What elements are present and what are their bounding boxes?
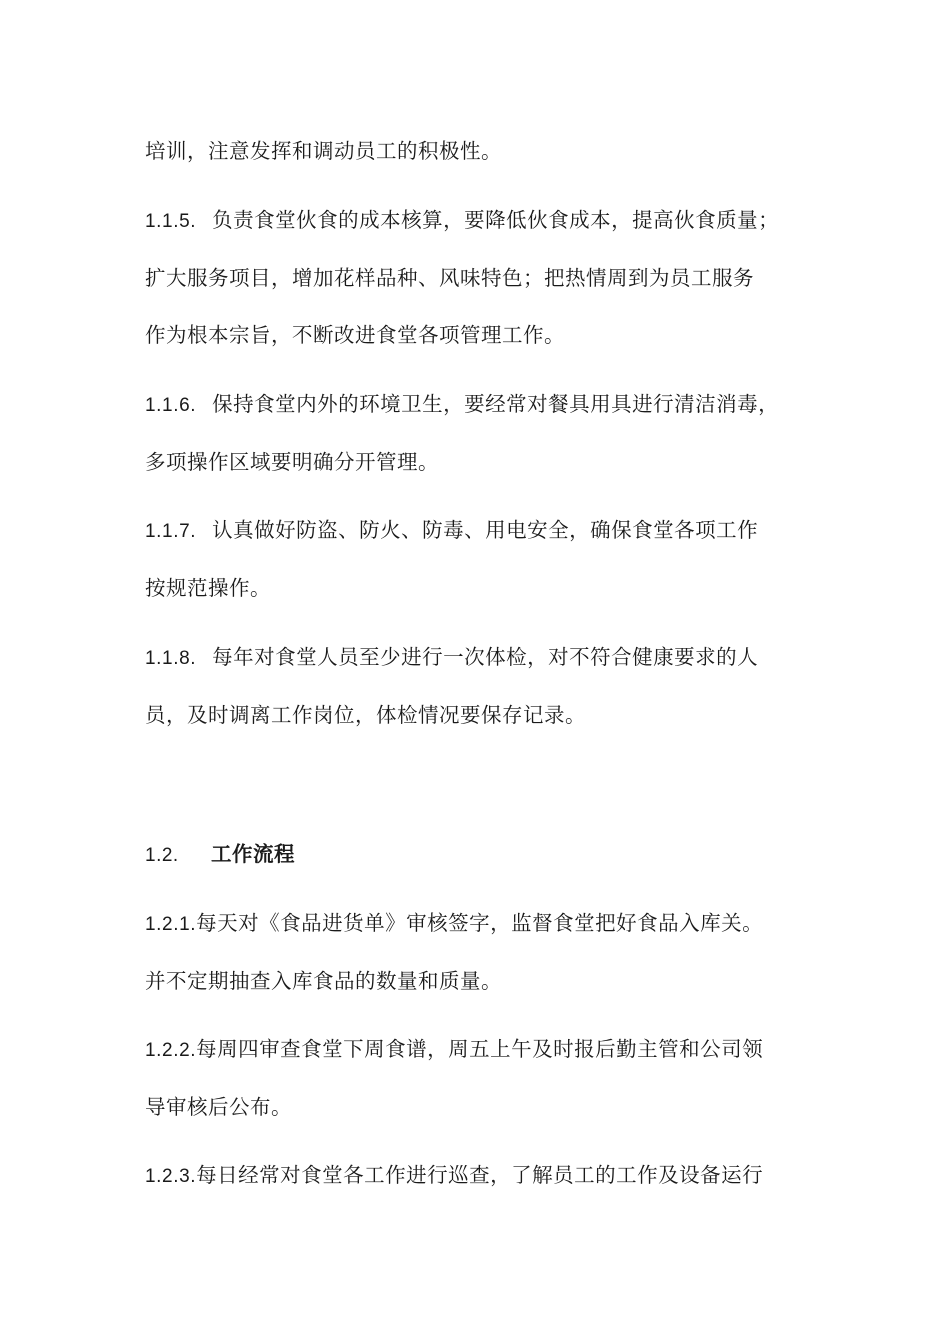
clause-1-1-7-line-2 xyxy=(145,574,271,602)
clause-1-2-1-line-1 xyxy=(145,909,763,939)
clause-number: 1.1.7. xyxy=(145,521,197,542)
clause-1-1-7-line-1 xyxy=(145,516,758,546)
clause-1-1-5-line-2 xyxy=(145,264,754,292)
section-heading xyxy=(145,840,295,870)
line-text: 每天对《食品进货单》审核签字，监督食堂把好食品入库关。 xyxy=(196,911,764,935)
line-text: 导审核后公布。 xyxy=(145,1095,292,1119)
clause-number: 1.1.8. xyxy=(145,648,197,669)
clause-1-2-2-line-1 xyxy=(145,1035,763,1065)
line-text: 并不定期抽查入库食品的数量和质量。 xyxy=(145,969,502,993)
line-text: 认真做好防盗、防火、防毒、用电安全，确保食堂各项工作 xyxy=(212,518,759,542)
line-text: 员，及时调离工作岗位，体检情况要保存记录。 xyxy=(145,703,586,727)
clause-1-1-6-line-2 xyxy=(145,448,439,476)
clause-1-1-6-line-1 xyxy=(145,390,779,420)
clause-number: 1.2.2. xyxy=(145,1040,197,1061)
paragraph-line xyxy=(145,137,502,165)
clause-1-2-1-line-2 xyxy=(145,967,502,995)
line-text: 按规范操作。 xyxy=(145,576,271,600)
line-text: 每日经常对食堂各工作进行巡查，了解员工的工作及设备运行 xyxy=(196,1163,764,1187)
line-text: 每周四审查食堂下周食谱，周五上午及时报后勤主管和公司领 xyxy=(196,1037,764,1061)
clause-1-1-8-line-1 xyxy=(145,643,758,673)
line-text: 多项操作区域要明确分开管理。 xyxy=(145,450,439,474)
clause-1-2-3-line-1 xyxy=(145,1161,763,1191)
line-text: 每年对食堂人员至少进行一次体检，对不符合健康要求的人 xyxy=(212,645,759,669)
clause-1-1-5-line-1 xyxy=(145,206,779,236)
line-text: 作为根本宗旨，不断改进食堂各项管理工作。 xyxy=(145,323,565,347)
line-text: 负责食堂伙食的成本核算，要降低伙食成本，提高伙食质量； xyxy=(212,208,780,232)
clause-1-1-8-line-2 xyxy=(145,701,586,729)
clause-1-2-2-line-2 xyxy=(145,1093,292,1121)
section-number: 1.2. xyxy=(145,845,179,866)
clause-number: 1.2.1. xyxy=(145,914,197,935)
line-text: 扩大服务项目，增加花样品种、风味特色；把热情周到为员工服务 xyxy=(145,266,754,290)
section-title: 工作流程 xyxy=(211,842,295,866)
line-text: 培训，注意发挥和调动员工的积极性。 xyxy=(145,139,502,163)
clause-number: 1.2.3. xyxy=(145,1166,197,1187)
clause-1-1-5-line-3 xyxy=(145,321,565,349)
clause-number: 1.1.5. xyxy=(145,211,197,232)
clause-number: 1.1.6. xyxy=(145,395,197,416)
line-text: 保持食堂内外的环境卫生，要经常对餐具用具进行清洁消毒， xyxy=(212,392,780,416)
